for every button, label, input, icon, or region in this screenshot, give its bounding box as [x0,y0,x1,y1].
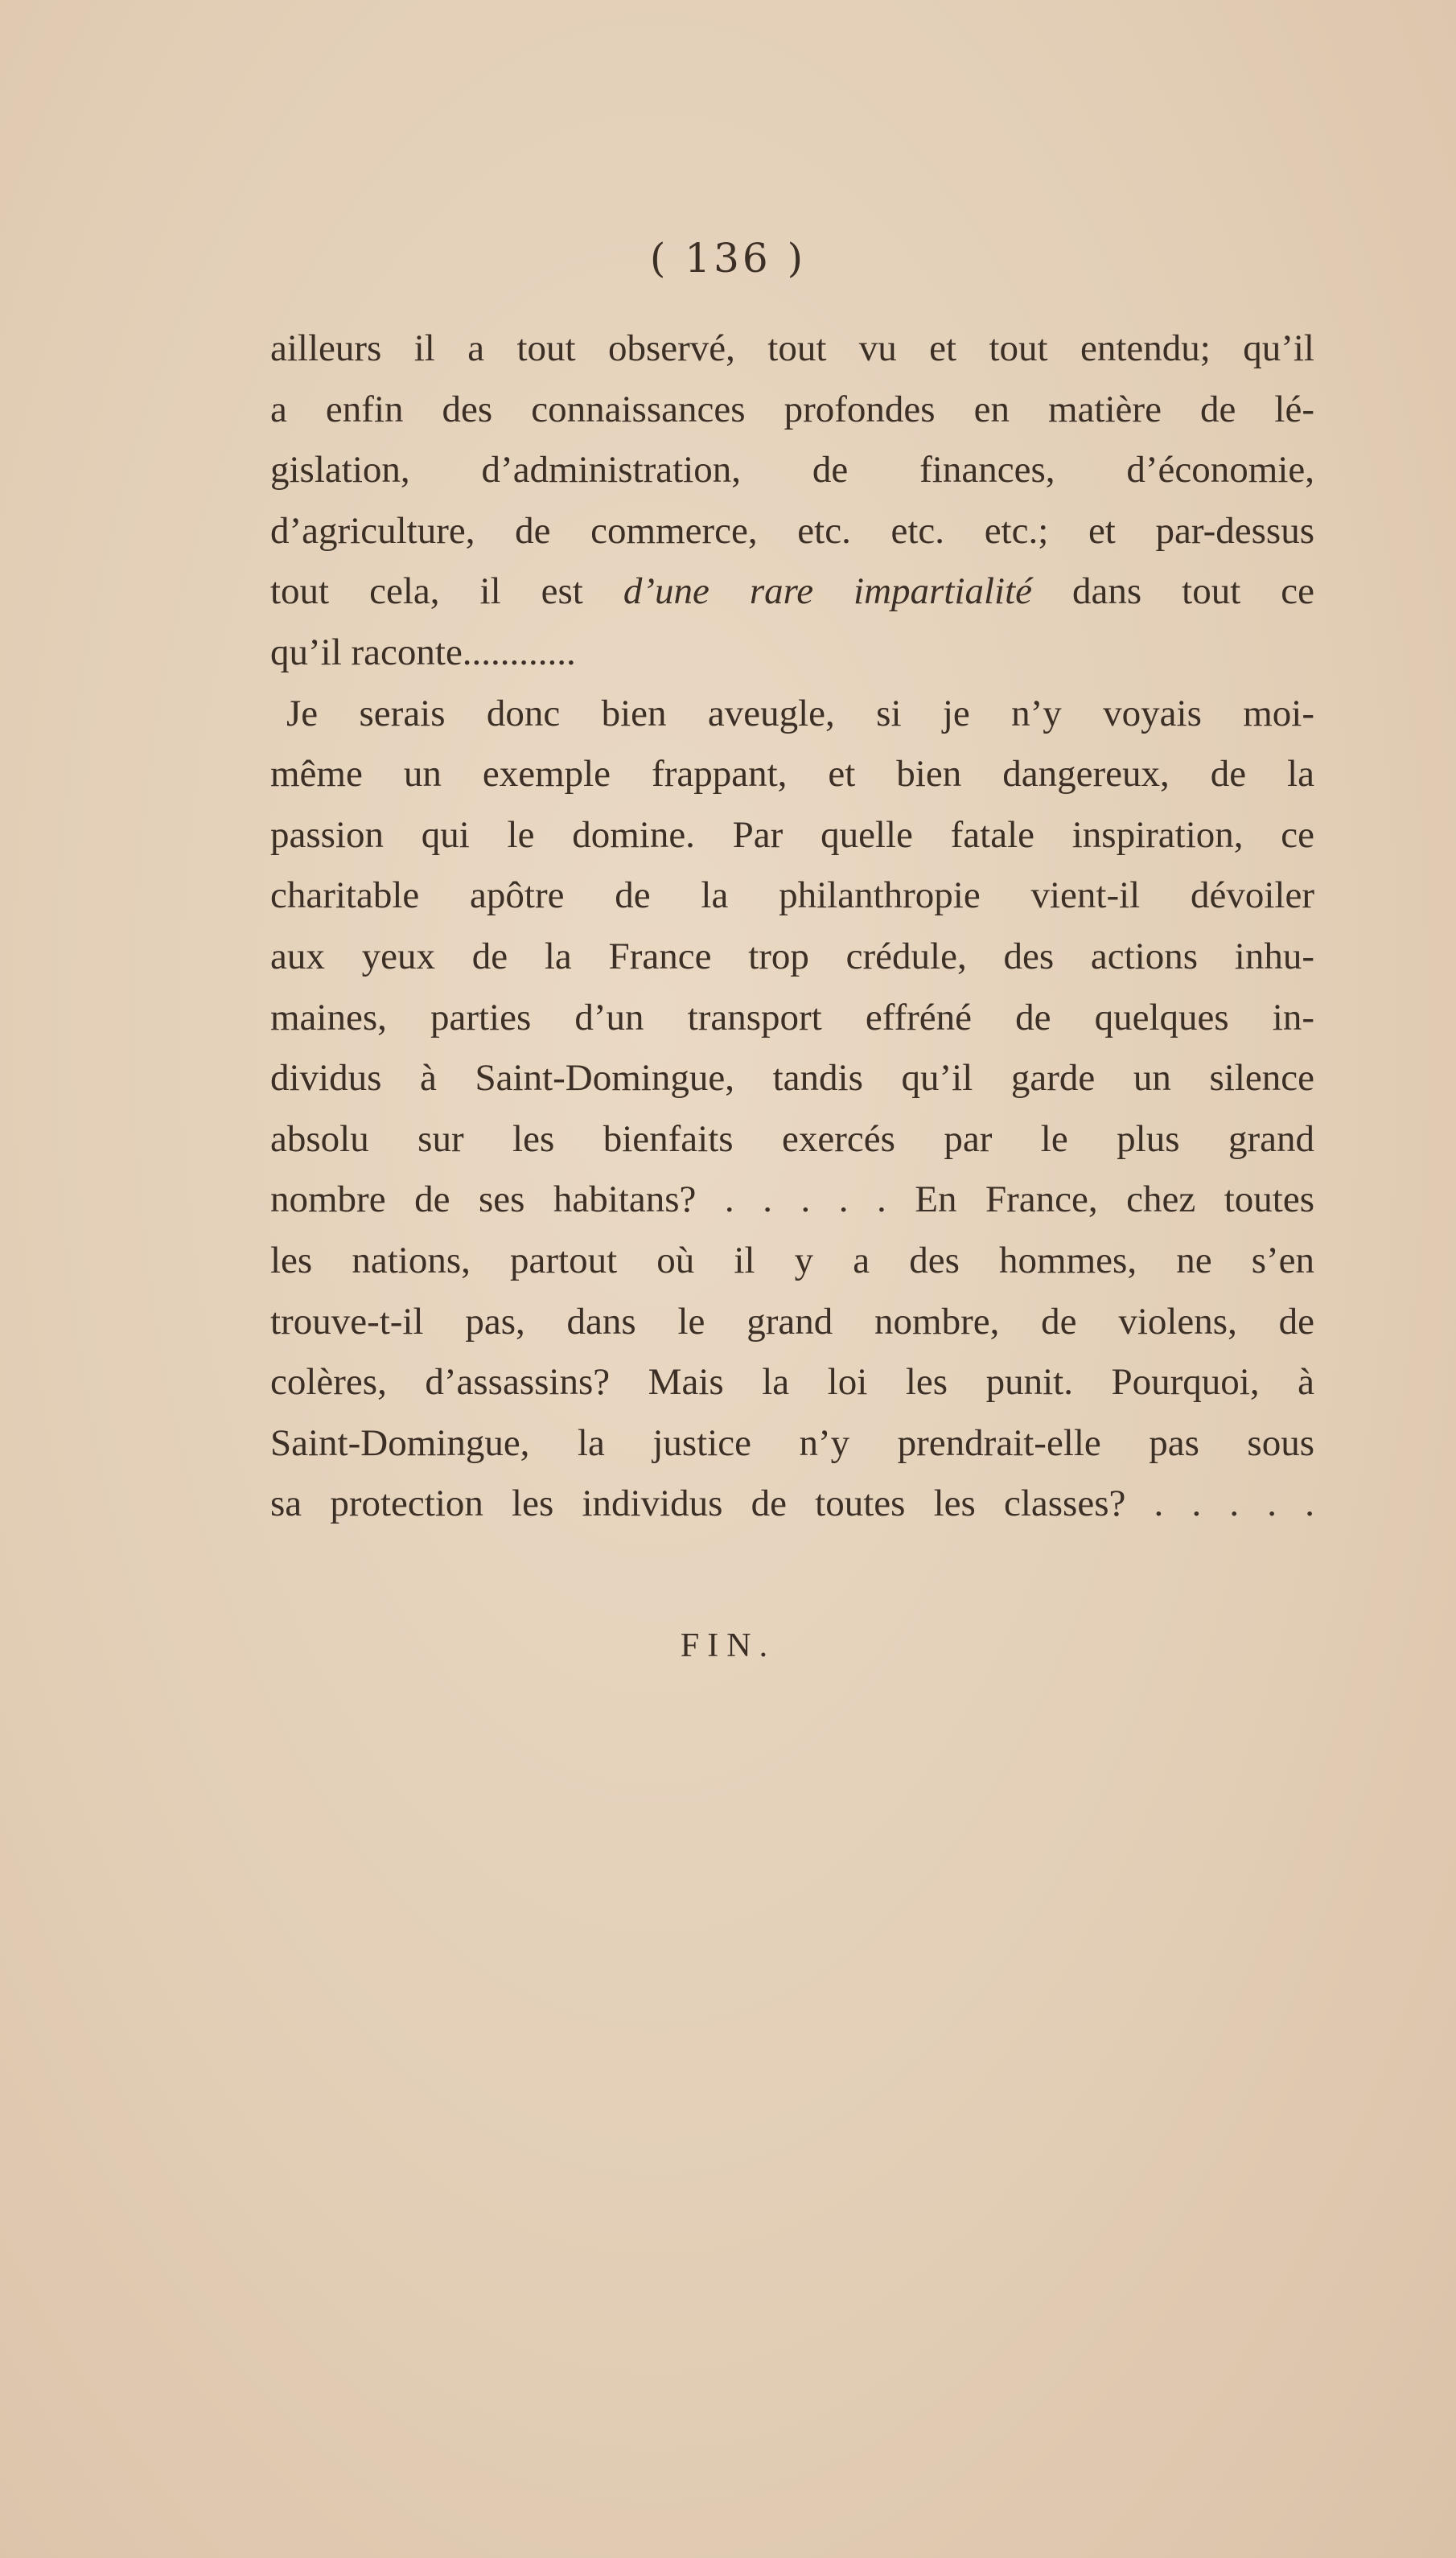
text-line: colères, d’assassins? Mais la loi les punit. Pourquoi, à [270,1361,1314,1404]
text-line: a enfin des connaissances profondes en matière de lé- [270,388,1314,430]
body-text [270,319,1314,1535]
page-number: ( 136 ) [649,235,807,282]
text-line: maines, parties d’un transport effréné de quelques in- [270,996,1314,1038]
text-line: trouve-t-il pas, dans le grand nombre, de violens, de [270,1300,1314,1343]
text-line: qu’il raconte............ [270,631,576,673]
text-line: sa protection les individus de toutes les classes? . . . . . [270,1483,1314,1525]
text-segment: dans tout ce [1032,570,1314,613]
text-line: nombre de ses habitans? . . . . . En France, chez toutes [270,1178,1314,1221]
text-line: absolu sur les bienfaits exercés par le plus grand [270,1117,1314,1160]
text-line: gislation, d’administration, de finances, d’économie, [270,449,1314,491]
text-line: même un exemple frappant, et bien dangereux, de la [270,753,1314,796]
text-line [270,561,1314,623]
paragraph-start-line: Je serais donc bien aveugle, si je n’y voyais moi- [286,692,1314,734]
text-line: d’agriculture, de commerce, etc. etc. etc.; et par-dessus [270,509,1314,552]
text-line: aux yeux de la France trop crédule, des actions inhu- [270,935,1314,977]
text-line: Saint-Domingue, la justice n’y prendrait-elle pas sous [270,1421,1314,1464]
text-segment: tout cela, il est [270,570,623,613]
text-line: les nations, partout où il y a des hommes, ne s’en [270,1239,1314,1281]
text-line: ailleurs il a tout observé, tout vu et tout entendu; qu’il [270,327,1314,369]
text-line: dividus à Saint-Domingue, tandis qu’il garde un silence [270,1057,1314,1100]
italic-phrase: d’une rare impartialité [623,570,1032,613]
end-mark: FIN. [680,1627,776,1664]
text-line: charitable apôtre de la philanthropie vient-il dévoiler [270,874,1314,917]
text-line: passion qui le domine. Par quelle fatale inspiration, ce [270,813,1314,856]
